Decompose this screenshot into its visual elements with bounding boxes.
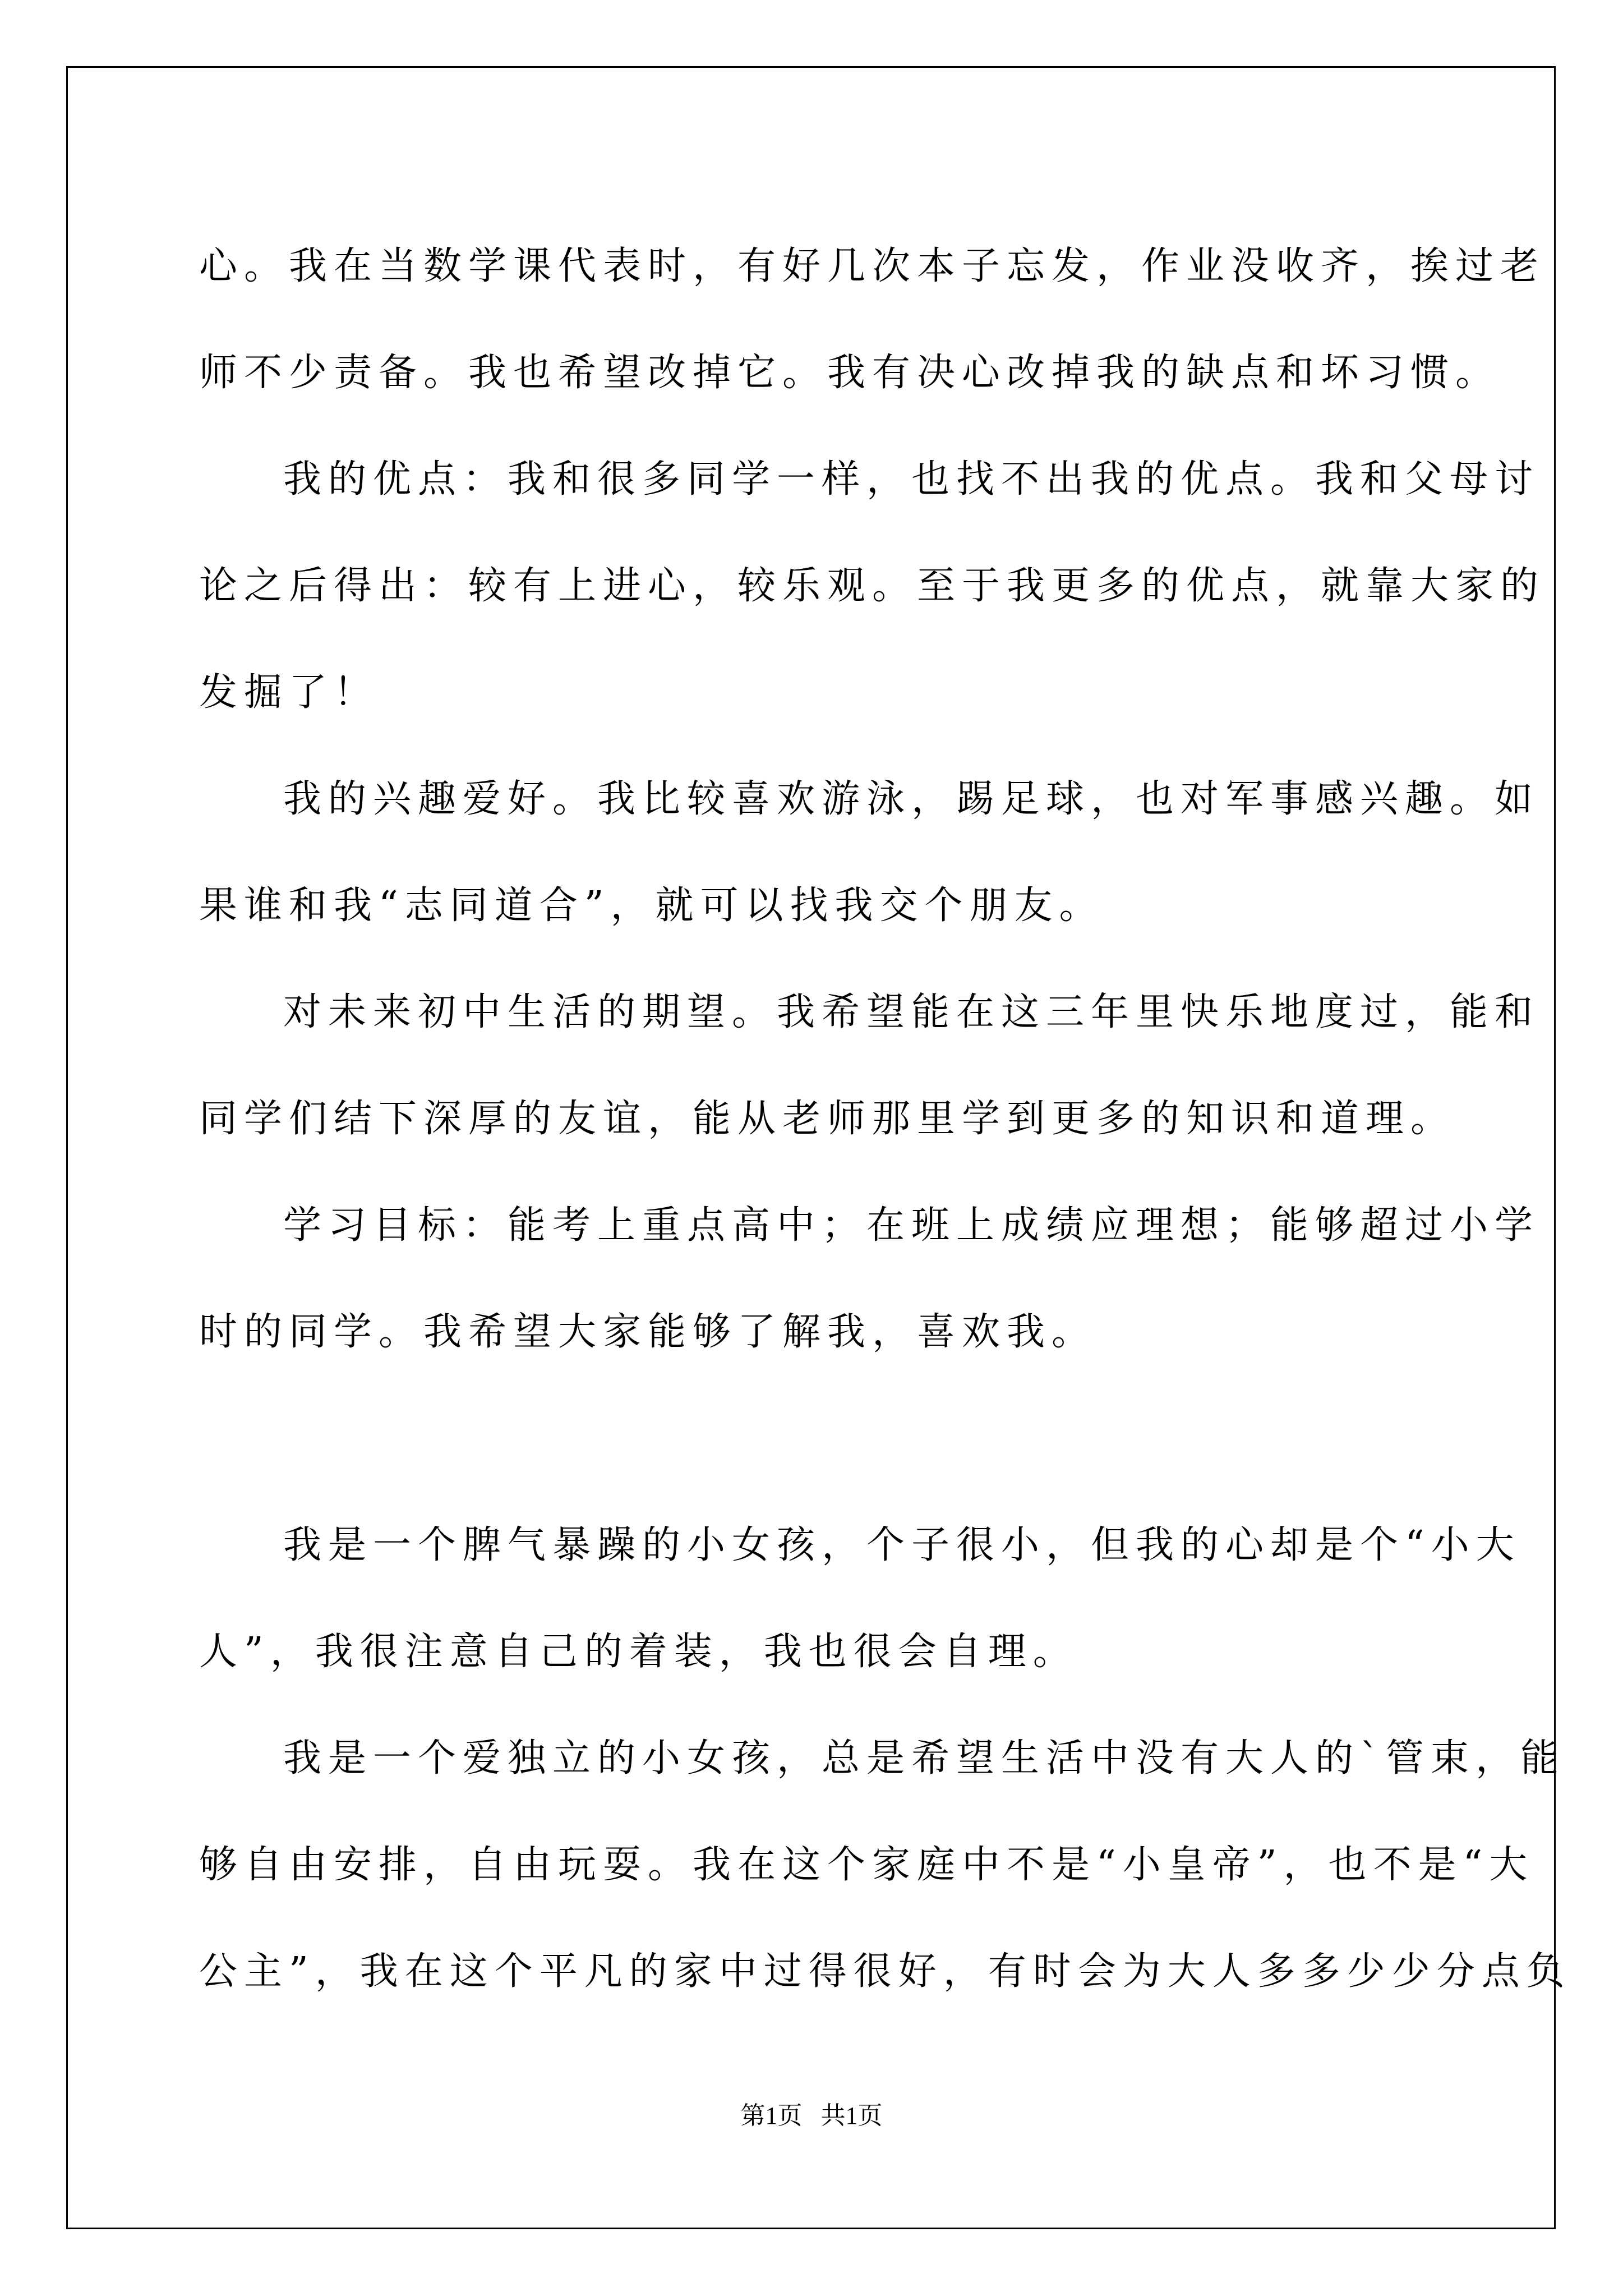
text-line: 够自由安排，自由玩耍。我在这个家庭中不是“小皇帝”，也不是“大: [199, 1843, 1534, 1887]
text-line: 师不少责备。我也希望改掉它。我有决心改掉我的缺点和坏习惯。: [199, 351, 1501, 395]
text-line: 果谁和我“志同道合”，就可以找我交个朋友。: [199, 884, 1104, 928]
paragraph: [199, 959, 1540, 1172]
text-line: 我的兴趣爱好。我比较喜欢游泳，踢足球，也对军事感兴趣。如: [283, 777, 1540, 821]
paragraph: [199, 746, 1540, 959]
paragraph: [199, 426, 1546, 746]
text-line: 人”，我很注意自己的着装，我也很会自理。: [199, 1630, 1078, 1674]
paragraph: [199, 1705, 1571, 2025]
paragraph: [199, 1492, 1521, 1705]
text-line: 我是一个爱独立的小女孩，总是希望生活中没有大人的`管束，能: [283, 1736, 1566, 1780]
text-line: 心。我在当数学课代表时，有好几次本子忘发，作业没收齐，挨过老: [199, 244, 1546, 288]
text-line: 对未来初中生活的期望。我希望能在这三年里快乐地度过，能和: [283, 990, 1540, 1034]
page-number-label: 第1页 共1页: [740, 2102, 883, 2129]
text-line: 同学们结下深厚的友谊，能从老师那里学到更多的知识和道理。: [199, 1097, 1456, 1141]
text-line: 时的同学。我希望大家能够了解我，喜欢我。: [199, 1310, 1097, 1354]
text-line: 学习目标：能考上重点高中；在班上成绩应理想；能够超过小学: [283, 1203, 1540, 1248]
text-line: 公主”，我在这个平凡的家中过得很好，有时会为大人多多少少分点负: [199, 1949, 1571, 1994]
text-line: 我是一个脾气暴躁的小女孩，个子很小，但我的心却是个“小大: [283, 1523, 1521, 1567]
paragraph: [199, 1172, 1540, 1386]
document-body: [199, 213, 1571, 2025]
text-line: 我的优点：我和很多同学一样，也找不出我的优点。我和父母讨: [283, 457, 1540, 501]
text-line: 发掘了！: [199, 670, 379, 715]
text-line: 论之后得出：较有上进心，较乐观。至于我更多的优点，就靠大家的: [199, 564, 1546, 608]
paragraph: [199, 213, 1546, 426]
page-footer: [0, 2095, 1623, 2131]
